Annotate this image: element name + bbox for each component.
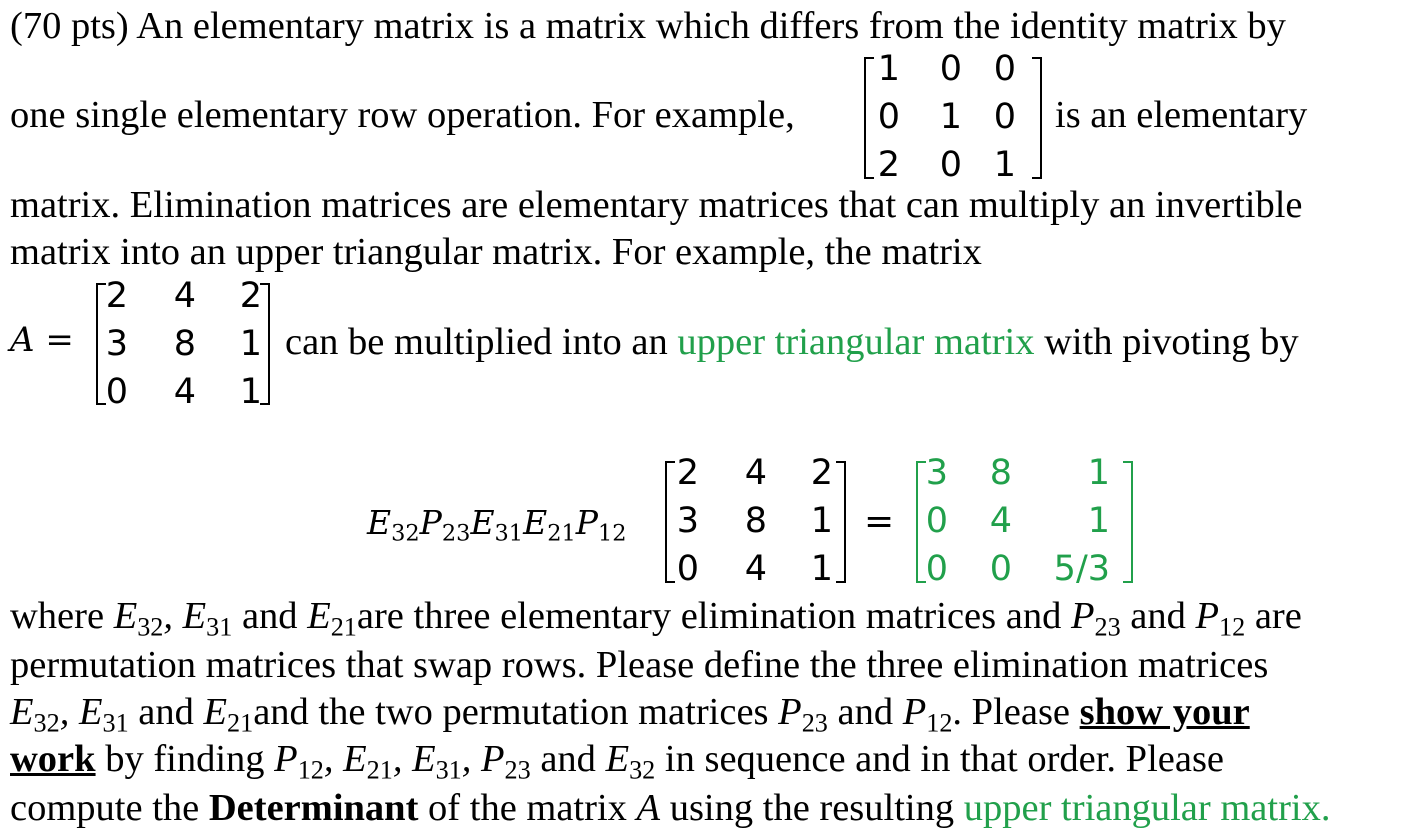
matrix-cell: 2 [676, 453, 699, 493]
p-symbol: P [778, 691, 802, 733]
upper-triangular-matrix [922, 453, 1110, 589]
problem-line-1: (70 pts) An elementary matrix is a matrix which differs from the identity matrix by [10, 5, 1286, 47]
matrix-cell: 4 [173, 372, 196, 412]
right-bracket [1121, 460, 1135, 584]
subscript: 21 [227, 708, 254, 738]
e-symbol: E [605, 738, 630, 780]
problem-line-9 [10, 738, 1225, 785]
text: and [837, 691, 894, 733]
text: , [59, 691, 70, 733]
e-symbol: E [307, 595, 331, 637]
right-bracket [1030, 56, 1044, 180]
p-symbol: P [902, 691, 927, 733]
matrix-cell: 8 [989, 453, 1012, 493]
subscript: 23 [1094, 612, 1121, 642]
problem-line-8 [10, 691, 1250, 738]
problem-line-4: matrix into an upper triangular matrix. For example, the matrix [10, 231, 982, 273]
upper-triangular-text: upper triangular matrix [677, 321, 1035, 363]
matrix-cell: 1 [877, 49, 900, 89]
matrix-cell: 5/3 [1053, 549, 1110, 589]
e-symbol: E [412, 738, 436, 780]
text: where [10, 595, 105, 637]
subscript: 21 [547, 520, 576, 547]
text: are three elementary elimination matrices and [356, 595, 1062, 637]
text: , [392, 738, 403, 780]
text: are [1254, 595, 1302, 637]
e-symbol: E [78, 691, 103, 733]
p-symbol: P [419, 503, 442, 542]
period: . [1320, 787, 1331, 829]
matrix-cell: 4 [744, 453, 767, 493]
matrix-cell: 1 [993, 145, 1016, 185]
text: by finding [105, 738, 265, 780]
matrix-a-equation [673, 453, 833, 589]
line5-text-a: can be multiplied into an [285, 321, 668, 363]
subscript: 23 [801, 708, 828, 738]
matrix-cell: 3 [676, 501, 699, 541]
problem-line-6 [10, 595, 1302, 642]
subscript: 21 [330, 612, 357, 642]
subscript: 12 [597, 520, 627, 547]
text: compute the [10, 787, 200, 829]
matrix-cell: 8 [744, 501, 767, 541]
subscript: 21 [366, 755, 393, 785]
text: . Please [952, 691, 1071, 733]
subscript: 32 [137, 612, 164, 642]
matrix-cell: 4 [173, 276, 196, 316]
p-symbol: P [1195, 595, 1220, 637]
e-symbol: E [343, 738, 367, 780]
e-symbol: E [367, 503, 392, 542]
subscript: 12 [1219, 612, 1246, 642]
matrix-cell: 1 [810, 501, 833, 541]
equals-sign: = [864, 501, 895, 542]
e-symbol: E [182, 595, 207, 637]
matrix-cell: 2 [810, 453, 833, 493]
text: using the resulting [669, 787, 955, 829]
matrix-cell: 1 [239, 372, 262, 412]
matrix-cell: 0 [939, 145, 962, 185]
text: and [540, 738, 596, 780]
subscript: 32 [629, 755, 656, 785]
matrix-cell: 0 [676, 549, 699, 589]
matrix-cell: 0 [989, 549, 1012, 589]
matrix-cell: 0 [993, 49, 1016, 89]
subscript: 31 [435, 755, 462, 785]
subscript: 12 [297, 755, 324, 785]
matrix-cell: 3 [105, 324, 128, 364]
matrix-cell: 4 [989, 501, 1012, 541]
matrix-cell: 0 [939, 49, 962, 89]
e-symbol: E [113, 595, 138, 637]
e-symbol: E [470, 503, 495, 542]
matrix-cell: 1 [1087, 501, 1110, 541]
e-symbol: E [10, 691, 34, 733]
matrix-cell: 0 [877, 97, 900, 137]
matrix-cell: 1 [1087, 453, 1110, 493]
subscript: 31 [206, 612, 233, 642]
upper-triangular-text: upper triangular matrix [963, 787, 1321, 829]
subscript: 32 [33, 708, 60, 738]
problem-line-3: matrix. Elimination matrices are elementary matrices that can multiply an invertible [10, 184, 1303, 226]
matrix-cell: 8 [173, 324, 196, 364]
p-symbol: P [274, 738, 298, 780]
text: , [461, 738, 472, 780]
right-bracket [834, 460, 848, 584]
subscript: 23 [441, 520, 471, 547]
work-emphasis: work [10, 738, 96, 780]
subscript: 12 [926, 708, 953, 738]
problem-line-10 [10, 789, 1330, 828]
subscript: 31 [102, 708, 129, 738]
matrix-cell: 3 [925, 453, 948, 493]
text: and [1130, 595, 1186, 637]
e-symbol: E [523, 503, 548, 542]
matrix-cell: 2 [239, 276, 262, 316]
matrix-cell: 4 [744, 549, 767, 589]
determinant-emphasis: Determinant [208, 787, 419, 829]
subscript: 32 [391, 520, 420, 547]
e-symbol: E [203, 691, 228, 733]
example-matrix [872, 49, 1016, 185]
line2-text-a: one single elementary row operation. For example, [10, 94, 795, 136]
matrix-cell: 0 [925, 501, 948, 541]
line2-text-b: is an elementary [1055, 94, 1308, 136]
right-bracket [258, 282, 272, 406]
line5-text-b: with pivoting by [1044, 321, 1299, 363]
matrix-cell: 0 [993, 97, 1016, 137]
matrix-cell: 0 [105, 372, 128, 412]
subscript: 31 [494, 520, 524, 547]
problem-line-5 [285, 323, 1299, 362]
matrix-cell: 2 [105, 276, 128, 316]
text: , [163, 595, 174, 637]
text: , [323, 738, 334, 780]
text: and the two permutation matrices [253, 691, 769, 733]
matrix-a-label: A = [10, 320, 74, 360]
p-symbol: P [1070, 595, 1095, 637]
matrix-cell: 1 [239, 324, 262, 364]
p-symbol: P [575, 503, 598, 542]
a-symbol: A [636, 787, 661, 829]
matrix-cell: 0 [925, 549, 948, 589]
subscript: 23 [504, 755, 531, 785]
text: in sequence and in that order. Please [664, 738, 1225, 780]
matrix-cell: 2 [877, 145, 900, 185]
show-your-emphasis: show your [1079, 691, 1250, 733]
equation-lhs [367, 503, 627, 547]
text: and [138, 691, 194, 733]
matrix-cell: 1 [810, 549, 833, 589]
matrix-cell: 1 [939, 97, 962, 137]
text: of the matrix [428, 787, 627, 829]
matrix-a [104, 276, 262, 412]
p-symbol: P [481, 738, 505, 780]
problem-line-7: permutation matrices that swap rows. Please define the three elimination matrices [10, 644, 1269, 686]
problem-line-2 [10, 96, 795, 135]
text: and [241, 595, 298, 637]
